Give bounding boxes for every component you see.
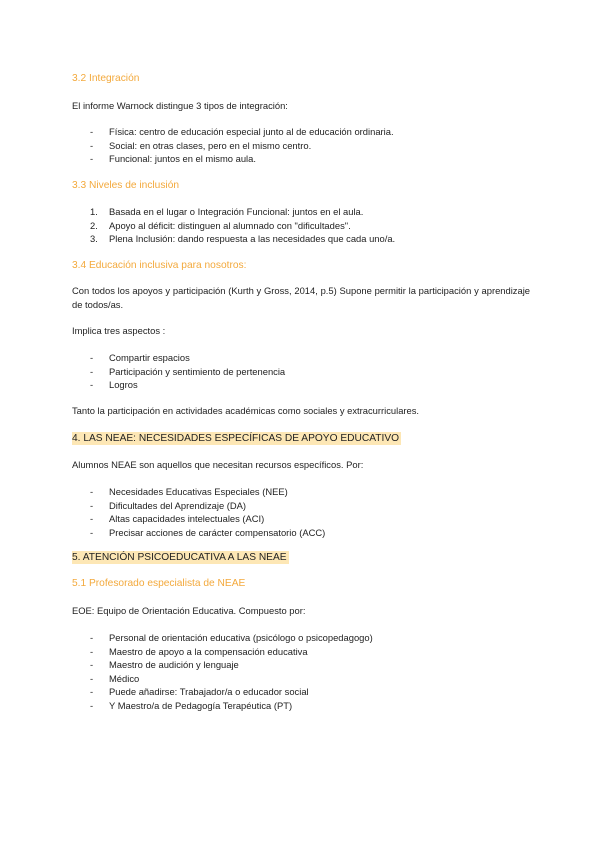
heading-5: 5. ATENCIÓN PSICOEDUCATIVA A LAS NEAE [72,552,287,563]
list-item: 3. Plena Inclusión: dando respuesta a las necesidades que cada uno/a. [90,233,396,244]
paragraph-three-aspects: Implica tres aspectos : [72,325,166,336]
heading-5-1: 5.1 Profesorado especialista de NEAE [72,578,246,589]
list-eoe-members [72,631,530,712]
heading-3-2: 3.2 Integración [72,73,140,84]
list-item: - Personal de orientación educativa (psicólogo o psicopedagogo) [90,632,373,643]
list-item: - Maestro de apoyo a la compensación educativa [90,645,308,657]
heading-4: 4. LAS NEAE: NECESIDADES ESPECÍFICAS DE APOYO EDUCATIVO [72,433,400,444]
list-item: - Participación y sentimiento de pertenencia [90,365,286,377]
list-item: - Médico [90,672,140,684]
list-aspects [72,351,530,392]
heading-3-4: 3.4 Educación inclusiva para nosotros: [72,260,247,271]
list-item: 1. Basada en el lugar o Integración Funcional: juntos en el aula. [90,206,364,217]
list-item: - Y Maestro/a de Pedagogía Terapéutica (PT) [90,699,293,711]
list-item: - Precisar acciones de carácter compensatorio (ACC) [90,526,326,538]
paragraph-participation: Tanto la participación en actividades académicas como sociales y extracurriculares. [72,405,420,416]
paragraph-eoe: EOE: Equipo de Orientación Educativa. Compuesto por: [72,605,306,616]
list-neae [72,485,530,539]
heading-5-wrap [72,550,530,565]
heading-4-wrap [72,431,530,446]
paragraph-neae: Alumnos NEAE son aquellos que necesitan recursos específicos. Por: [72,459,364,470]
paragraph-inclusive-education: Con todos los apoyos y participación (Kurth y Gross, 2014, p.5) Supone permitir la participación y aprendizaje de todos/as. [72,285,530,310]
list-item: - Dificultades del Aprendizaje (DA) [90,499,247,511]
list-item: - Maestro de audición y lenguaje [90,659,239,670]
list-integration-types [72,125,530,166]
list-item: - Necesidades Educativas Especiales (NEE) [90,486,288,497]
paragraph-warnock: El informe Warnock distingue 3 tipos de integración: [72,100,288,111]
list-item: - Funcional: juntos en el mismo aula. [90,153,256,164]
list-item: - Altas capacidades intelectuales (ACI) [90,513,265,524]
list-item: - Puede añadirse: Trabajador/a o educador social [90,686,309,697]
list-item: - Física: centro de educación especial junto al de educación ordinaria. [90,126,394,137]
list-item: - Compartir espacios [90,352,190,363]
list-inclusion-levels [72,205,530,246]
list-item: - Social: en otras clases, pero en el mismo centro. [90,139,312,151]
list-item: 2. Apoyo al déficit: distinguen al alumnado con "dificultades". [90,219,351,231]
list-item: - Logros [90,379,138,390]
heading-3-3: 3.3 Niveles de inclusión [72,180,180,191]
